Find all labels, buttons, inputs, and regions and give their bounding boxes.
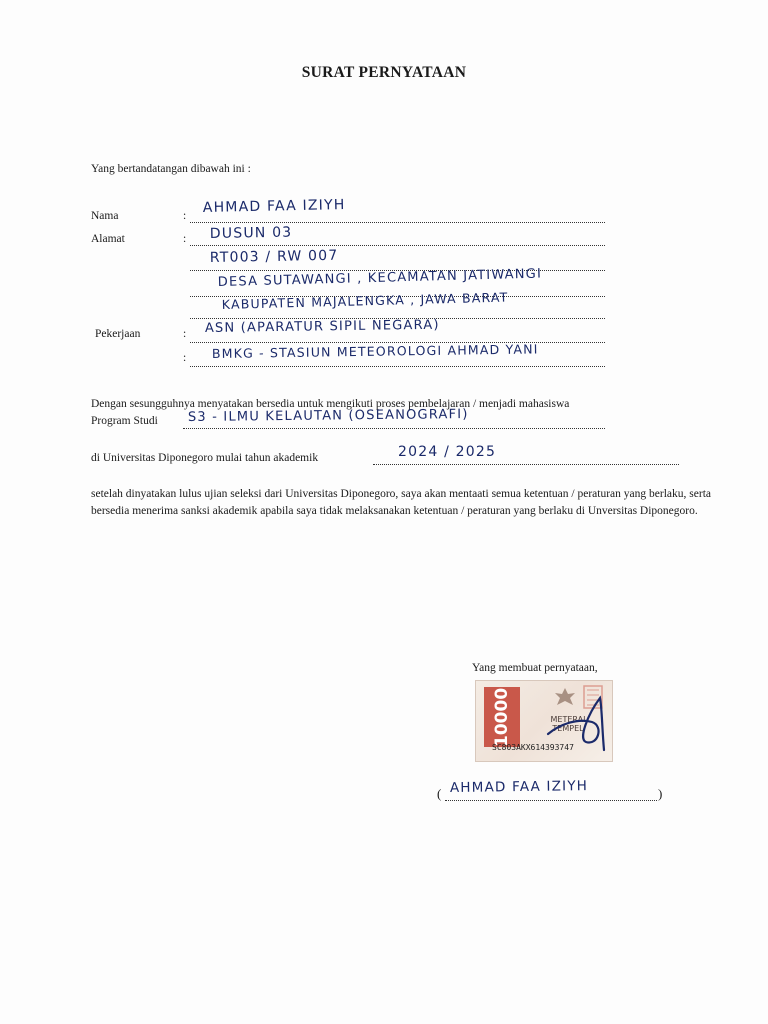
stamp-serial: SC803AKX614393747 xyxy=(492,743,574,752)
pekerjaan-label: Pekerjaan xyxy=(95,328,141,340)
alamat-label: Alamat xyxy=(91,233,125,245)
tahun-handwritten: 2024 / 2025 xyxy=(398,444,497,460)
university-line: di Universitas Diponegoro mulai tahun akademik xyxy=(91,452,319,464)
alamat-colon: : xyxy=(183,233,187,245)
nama-dotted-line xyxy=(190,222,605,223)
closing-paragraph: setelah dinyatakan lulus ujian seleksi dari Universitas Diponegoro, saya akan mentaati semua ketentuan / peraturan yang berlaku, serta bersedia menerima sanksi akademik apabila saya tidak melaksanakan ketentuan / peraturan yang berlaku di Unversitas Diponegoro. xyxy=(91,488,711,517)
nama-handwritten: AHMAD FAA IZIYH xyxy=(202,197,346,216)
alamat-handwritten-3: DESA SUTAWANGI , KECAMATAN JATIWANGI xyxy=(217,266,543,290)
alamat-handwritten-4: KABUPATEN MAJALENGKA , JAWA BARAT xyxy=(221,289,509,312)
pekerjaan-dotted-line-2 xyxy=(190,366,605,367)
program-studi-dotted-line xyxy=(183,428,605,429)
statement-line: Dengan sesungguhnya menyatakan bersedia untuk mengikuti proses pembelajaran / menjadi mahasiswa xyxy=(91,398,570,410)
alamat-handwritten-1: DUSUN 03 xyxy=(209,224,293,242)
pekerjaan-handwritten-2: BMKG - STASIUN METEOROLOGI AHMAD YANI xyxy=(211,341,539,361)
signature-open-paren: ( xyxy=(437,786,442,801)
signature-close-paren: ) xyxy=(658,786,663,801)
stamp-word: METERAI TEMPEL xyxy=(550,715,586,733)
stamp-value: 10000 xyxy=(484,687,520,747)
pekerjaan-colon-2: : xyxy=(183,352,187,364)
intro-text: Yang bertandatangan dibawah ini : xyxy=(91,163,251,175)
signer-name-handwritten: AHMAD FAA IZIYH xyxy=(449,778,589,796)
pekerjaan-handwritten-1: ASN (APARATUR SIPIL NEGARA) xyxy=(204,317,440,336)
signature-dotted-line xyxy=(445,800,657,801)
program-studi-handwritten: S3 - ILMU KELAUTAN (OSEANOGRAFI) xyxy=(187,407,469,425)
pekerjaan-colon: : xyxy=(183,328,187,340)
alamat-handwritten-2: RT003 / RW 007 xyxy=(209,247,339,266)
program-studi-label: Program Studi xyxy=(91,415,158,427)
handwritten-signature xyxy=(540,684,620,764)
nama-label: Nama xyxy=(91,210,119,222)
alamat-dotted-line-1 xyxy=(190,245,605,246)
nama-colon: : xyxy=(183,210,187,222)
tahun-dotted-line xyxy=(373,464,679,465)
page-title: SURAT PERNYATAAN xyxy=(301,64,467,81)
signature-caption: Yang membuat pernyataan, xyxy=(472,662,598,674)
